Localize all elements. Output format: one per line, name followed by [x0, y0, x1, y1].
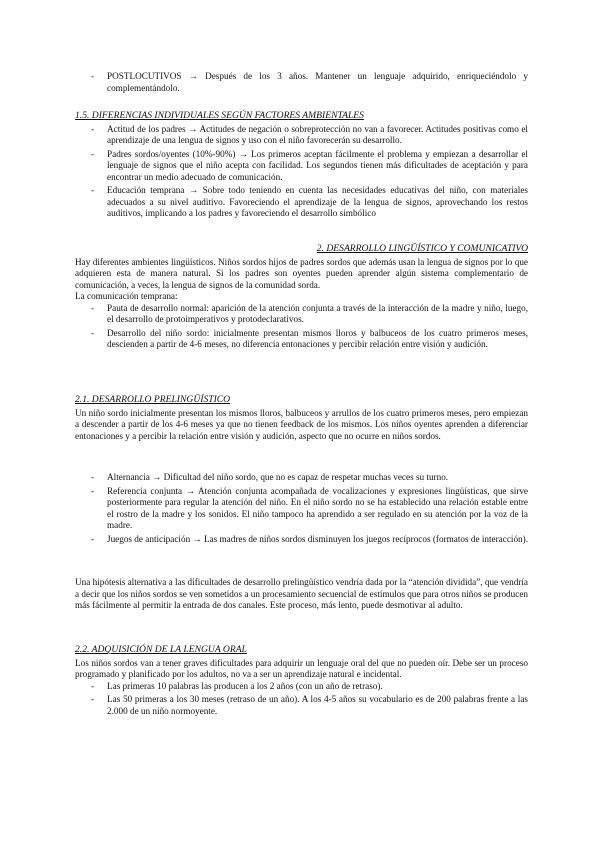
factors-list [75, 124, 528, 220]
list-item: - Padres sordos/oyentes (10%-90%) → Los primeros aceptan fácilmente el problema y empiezan a desarrollar el lenguaje de signos que el niño acepta con facilidad. Los segundos tienen más dificultades de aceptación y para encontrar un medio adecuado de comunicación. [75, 149, 528, 184]
list-item: - Referencia conjunta → Atención conjunta acompañada de vocalizaciones y expresiones lingüísticas, que sirve posteriormente para regular la atención del niño. En el niño sordo no se ha establecido una relación estable entre el rostro de la madre y los sonidos. El niño tampoco ha aprendido a ser regulado en su atención por la voz de la madre. [75, 486, 528, 532]
section-paragraph: Hay diferentes ambientes lingüísticos. Niños sordos hijos de padres sordos que además usan la lengua de signos por lo que adquieren esta de manera natural. Si los padres son oyentes pueden aprender algún sistema complementario de comunicación, a veces, la lengua de signos de la comunidad sorda. [75, 256, 528, 290]
list-item: - Las primeras 10 palabras las producen a los 2 años (con un año de retraso). [75, 681, 528, 693]
prelinguistic-list [75, 472, 528, 545]
sub-label: La comunicación temprana: [75, 291, 178, 301]
intro-list [75, 71, 528, 94]
section-paragraph: Una hipótesis alternativa a las dificultades de desarrollo prelingüístico vendría dada por la “atención dividida”, que vendría a decir que los niños sordos se ven sometidos a un procesamiento secuencial de estímulos que para otros niños se producen más fácilmente al permitir la entrada de dos canales. Este proceso, más lento, puede desmotivar al adulto. [75, 577, 528, 610]
section-paragraph: Un niño sordo inicialmente presentan los mismos lloros, balbuceos y arrullos de los cuatro primeros meses, pero empiezan a descender a partir de los 4-6 meses ya que no tienen feedback de los mismos. Los niños oyentes aprenden a diferenciar entonaciones y a percibir la relación entre visión y audición, aspecto que no ocurre en niños sordos. [75, 407, 528, 441]
list-item: - Desarrollo del niño sordo: inicialmente presentan mismos lloros y balbuceos de los cuatro primeros meses, descienden a partir de 4-6 meses, no diferencia entonaciones y percibir relación entre visión y audición. [75, 328, 528, 351]
section-2-1-list [75, 472, 528, 547]
list-item: - Alternancia → Dificultad del niño sordo, que no es capaz de respetar muchas veces su turno. [75, 472, 528, 484]
list-item: - Actitud de los padres → Actitudes de negación o sobreprotección no van a favorecer. Actitudes positivas como el aprendizaje de una lengua de signos y uso con el niño favorecerán su desarrollo. [75, 124, 528, 147]
section-2 [75, 243, 528, 353]
list-item: - Educación temprana → Sobre todo teniendo en cuenta las necesidades educativas del niño, con materiales adecuados a su nivel auditivo. Favoreciendo el aprendizaje de la lengua de signos, aprovechando los restos auditivos, implicando a los padres y favoreciendo el desarrollo simbólico [75, 185, 528, 220]
section-2-2 [75, 644, 528, 719]
section-2-1 [75, 394, 528, 442]
intro-section [75, 71, 528, 94]
communication-list [75, 303, 528, 351]
list-item: - Las 50 primeras a los 30 meses (retraso de un año). A los 4-5 años su vocabulario es de 200 palabras frente a las 2.000 de un niño normoyente. [75, 694, 528, 717]
list-item: - Juegos de anticipación → Las madres de niños sordos disminuyen los juegos recíprocos (formatos de interacción). [75, 534, 528, 546]
section-2-1-hypothesis [75, 577, 528, 612]
section-paragraph: Los niños sordos van a tener graves dificultades para adquirir un lenguaje oral del que no pueden oír. Debe ser un proceso programado y planificado por los adultos, no va a ser un aprendizaje natural e incidental. [75, 657, 528, 679]
list-item: - Pauta de desarrollo normal: aparición de la atención conjunta a través de la interacción de la madre y niño, luego, el desarrollo de protoimperativos y protodeclarativos. [75, 303, 528, 326]
section-heading: 2. DESARROLLO LINGÜÍSTICO Y COMUNICATIVO [316, 243, 528, 254]
section-heading: 2.1. DESARROLLO PRELINGÜÍSTICO [75, 394, 231, 405]
list-item: - POSTLOCUTIVOS → Después de los 3 años. Mantener un lenguaje adquirido, enriqueciéndolo y complementándolo. [75, 71, 528, 94]
section-heading: 2.2. ADQUISICIÓN DE LA LENGUA ORAL [75, 644, 247, 655]
section-heading: 1.5. DIFERENCIAS INDIVIDUALES SEGÚN FACTORES AMBIENTALES [75, 110, 364, 121]
section-1-5 [75, 110, 528, 222]
oral-language-list [75, 681, 528, 718]
